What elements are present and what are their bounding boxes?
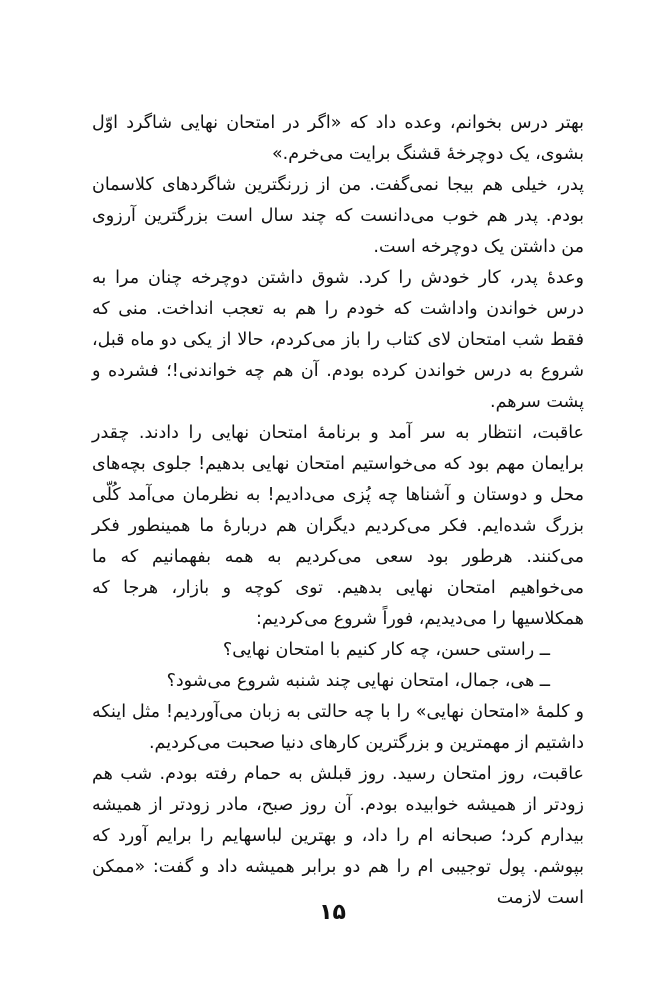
paragraph-3: وعدهٔ پدر، کار خودش را کرد. شوق داشتن دوچرخه چنان مرا به درس خواندن واداشت که خودم را هم به تعجب انداخت. منی که فقط شب امتحان لای کتاب را باز می‌کردم، حالا از یکی دو ماه قبل، شروع به درس خواندن کرده بودم. آن هم چه خواندنی!؛ فشرده و پشت سرهم. [92, 268, 584, 412]
paragraph-5: و کلمهٔ «امتحان نهایی» را با چه حالتی به زبان می‌آوردیم! مثل اینکه داشتیم از مهمترین و بزرگترین کارهای دنیا صحبت می‌کردیم. [92, 702, 584, 753]
page-number: ۱۵ [319, 900, 346, 925]
dialogue-line-2: ــ هی، جمال، امتحان نهایی چند شنبه شروع می‌شود؟ [166, 671, 550, 691]
paragraph-6: عاقبت، روز امتحان رسید. روز قبلش به حمام رفته بودم. شب هم زودتر از همیشه خوابیده بودم. آن روز صبح، مادر زودتر از همیشه بیدارم کرد؛ صبحانه ام را داد، و بهترین لباسهایم را برایم آورد که بپوشم. پول توجیبی ام را هم دو برابر همیشه داد و گفت: «ممکن است لازمت [92, 764, 584, 908]
paragraph-4: عاقبت، انتظار به سر آمد و برنامهٔ امتحان نهایی را دادند. چقدر برایمان مهم بود که می‌خواستیم امتحان نهایی بدهیم! جلوی بچه‌های محل و دوستان و آشناها چه پُزی می‌دادیم! به نظرمان می‌آمد کُلّی بزرگ شده‌ایم. فکر می‌کردیم دیگران هم دربارهٔ ما همینطور فکر می‌کنند. هرطور بود سعی می‌کردیم به همه بفهمانیم که ما می‌خواهیم امتحان نهایی بدهیم. توی کوچه و بازار، هرجا که همکلاسیها را می‌دیدیم، فوراً شروع می‌کردیم: [92, 423, 584, 629]
paragraph-2: پدر، خیلی هم بیجا نمی‌گفت. من از زرنگترین شاگردهای کلاسمان بودم. پدر هم خوب می‌دانست که چند سال است بزرگترین آرزوی من داشتن یک دوچرخه است. [92, 175, 584, 257]
paragraph-1: بهتر درس بخوانم، وعده داد که «اگر در امتحان نهایی شاگرد اوّل بشوی، یک دوچرخهٔ قشنگ برایت می‌خرم.» [92, 113, 584, 164]
dialogue-line-1: ــ راستی حسن، چه کار کنیم با امتحان نهایی؟ [222, 640, 550, 660]
body-text [92, 108, 584, 914]
